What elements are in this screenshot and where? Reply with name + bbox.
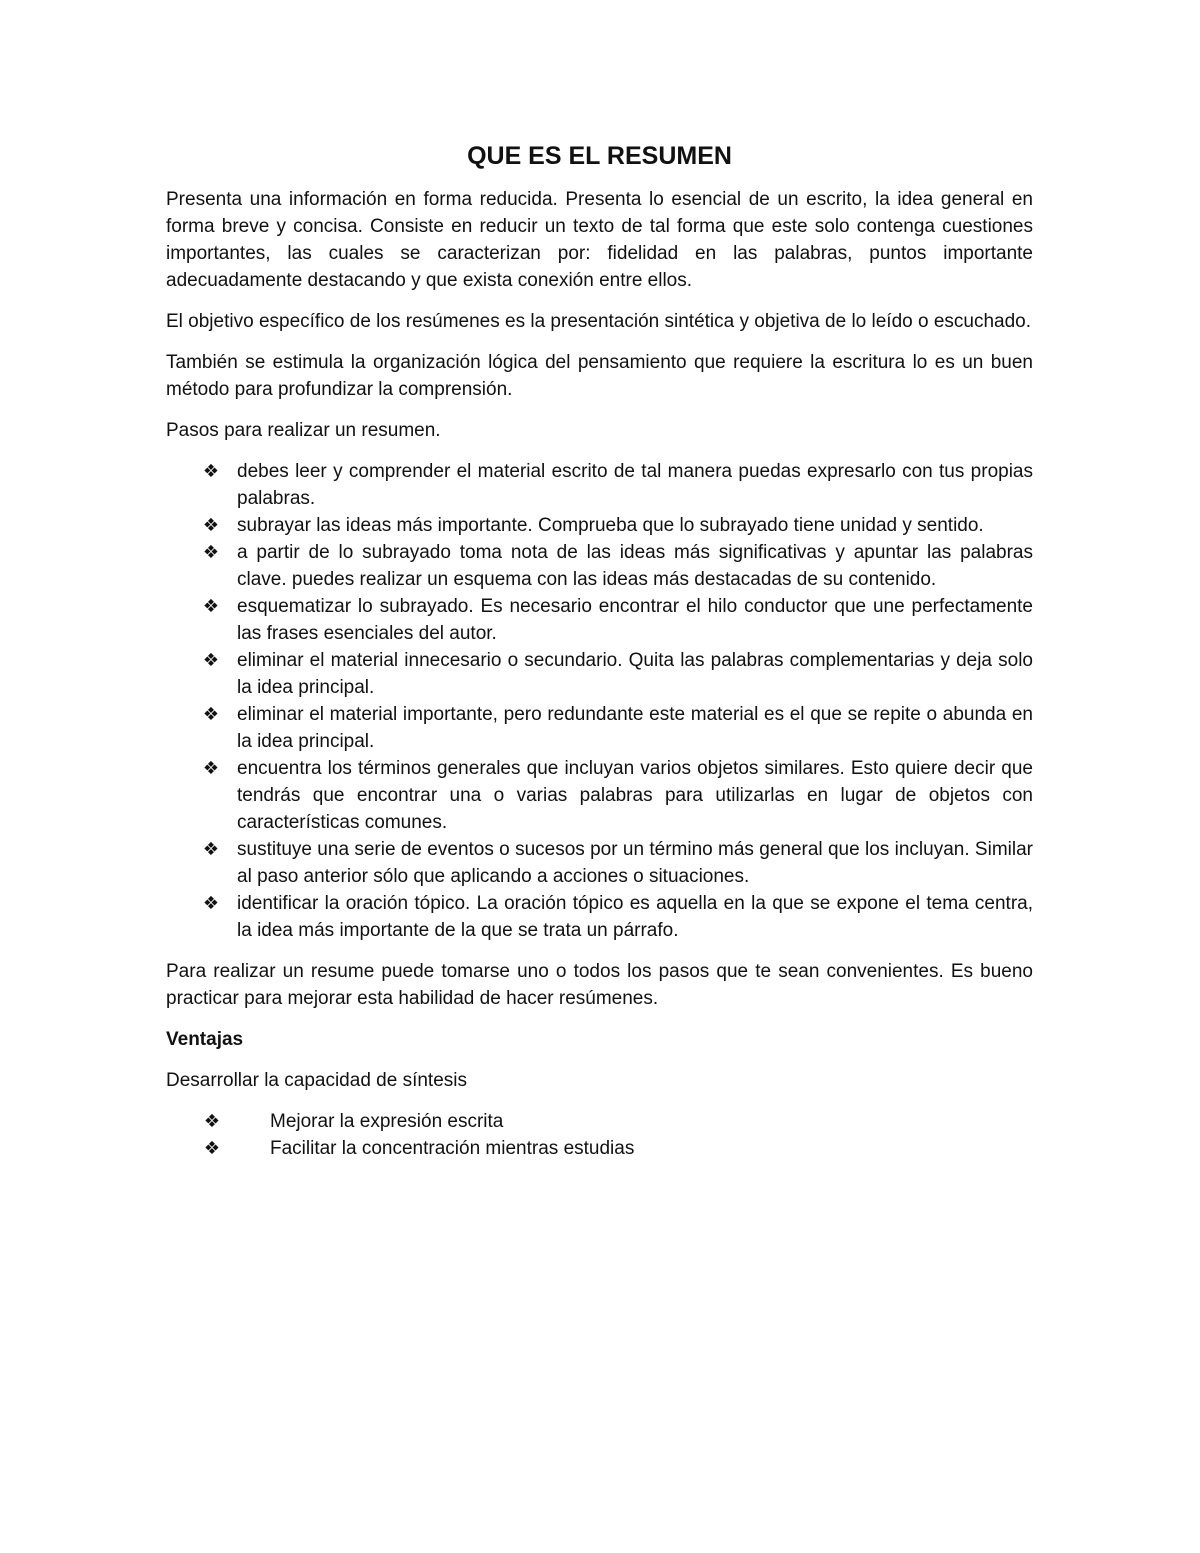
list-item-text: identificar la oración tópico. La oración tópico es aquella en la que se expone el tema centra, la idea más importante de la que se trata un párrafo. bbox=[237, 893, 1033, 941]
diamond-bullet-icon: ❖ bbox=[202, 542, 220, 563]
ventajas-heading: Ventajas bbox=[166, 1029, 244, 1050]
diamond-bullet-icon: ❖ bbox=[202, 515, 220, 536]
paragraph-objective: El objetivo específico de los resúmenes es la presentación sintética y objetiva de lo leído o escuchado. bbox=[166, 311, 1032, 332]
paragraph-definition: Presenta una información en forma reducida. Presenta lo esencial de un escrito, la idea general en forma breve y concisa. Consiste en reducir un texto de tal forma que este solo contenga cuestiones importantes, las cuales se caracterizan por: fidelidad en las palabras, puntos importante adecuadamente destacando y que exista conexión entre ellos. bbox=[166, 189, 1033, 291]
list-item bbox=[202, 701, 1033, 755]
list-item bbox=[202, 755, 1033, 836]
diamond-bullet-icon: ❖ bbox=[203, 1138, 221, 1159]
diamond-bullet-icon: ❖ bbox=[202, 758, 220, 779]
ventajas-list bbox=[166, 1108, 1033, 1162]
list-item-text: subrayar las ideas más importante. Comprueba que lo subrayado tiene unidad y sentido. bbox=[237, 515, 984, 536]
list-item-text: Mejorar la expresión escrita bbox=[270, 1111, 504, 1132]
paragraph-closing: Para realizar un resume puede tomarse uno o todos los pasos que te sean convenientes. Es bueno practicar para mejorar esta habilidad de hacer resúmenes. bbox=[166, 961, 1033, 1009]
diamond-bullet-icon: ❖ bbox=[202, 461, 220, 482]
list-item-text: a partir de lo subrayado toma nota de las ideas más significativas y apuntar las palabras clave. puedes realizar un esquema con las ideas más destacadas de su contenido. bbox=[237, 542, 1033, 590]
diamond-bullet-icon: ❖ bbox=[202, 704, 220, 725]
list-item bbox=[202, 539, 1033, 593]
diamond-bullet-icon: ❖ bbox=[202, 839, 220, 860]
list-item bbox=[202, 512, 1033, 539]
list-item-text: eliminar el material importante, pero redundante este material es el que se repite o abunda en la idea principal. bbox=[237, 704, 1033, 752]
list-item bbox=[202, 458, 1033, 512]
document-page bbox=[166, 140, 1033, 1162]
list-item bbox=[166, 1135, 1033, 1162]
list-item-text: sustituye una serie de eventos o sucesos por un término más general que los incluyan. Similar al paso anterior sólo que aplicando a acciones o situaciones. bbox=[237, 839, 1033, 887]
diamond-bullet-icon: ❖ bbox=[202, 650, 220, 671]
paragraph-organization: También se estimula la organización lógica del pensamiento que requiere la escritura lo es un buen método para profundizar la comprensión. bbox=[166, 352, 1033, 400]
list-item bbox=[202, 836, 1033, 890]
list-item-text: esquematizar lo subrayado. Es necesario encontrar el hilo conductor que une perfectamente las frases esenciales del autor. bbox=[237, 596, 1033, 644]
list-item bbox=[166, 1108, 1033, 1135]
list-item bbox=[202, 890, 1033, 944]
list-item bbox=[202, 647, 1033, 701]
paragraph-steps-intro: Pasos para realizar un resumen. bbox=[166, 420, 441, 441]
ventajas-intro: Desarrollar la capacidad de síntesis bbox=[166, 1070, 467, 1091]
diamond-bullet-icon: ❖ bbox=[202, 596, 220, 617]
list-item bbox=[202, 593, 1033, 647]
list-item-text: Facilitar la concentración mientras estudias bbox=[270, 1138, 635, 1159]
list-item-text: eliminar el material innecesario o secundario. Quita las palabras complementarias y deja solo la idea principal. bbox=[237, 650, 1033, 698]
list-item-text: encuentra los términos generales que incluyan varios objetos similares. Esto quiere decir que tendrás que encontrar una o varias palabras para utilizarlas en lugar de objetos con características comunes. bbox=[237, 758, 1033, 833]
page-title: QUE ES EL RESUMEN bbox=[467, 142, 732, 170]
diamond-bullet-icon: ❖ bbox=[202, 893, 220, 914]
steps-list bbox=[166, 458, 1033, 944]
list-item-text: debes leer y comprender el material escrito de tal manera puedas expresarlo con tus propias palabras. bbox=[237, 461, 1033, 509]
diamond-bullet-icon: ❖ bbox=[203, 1111, 221, 1132]
